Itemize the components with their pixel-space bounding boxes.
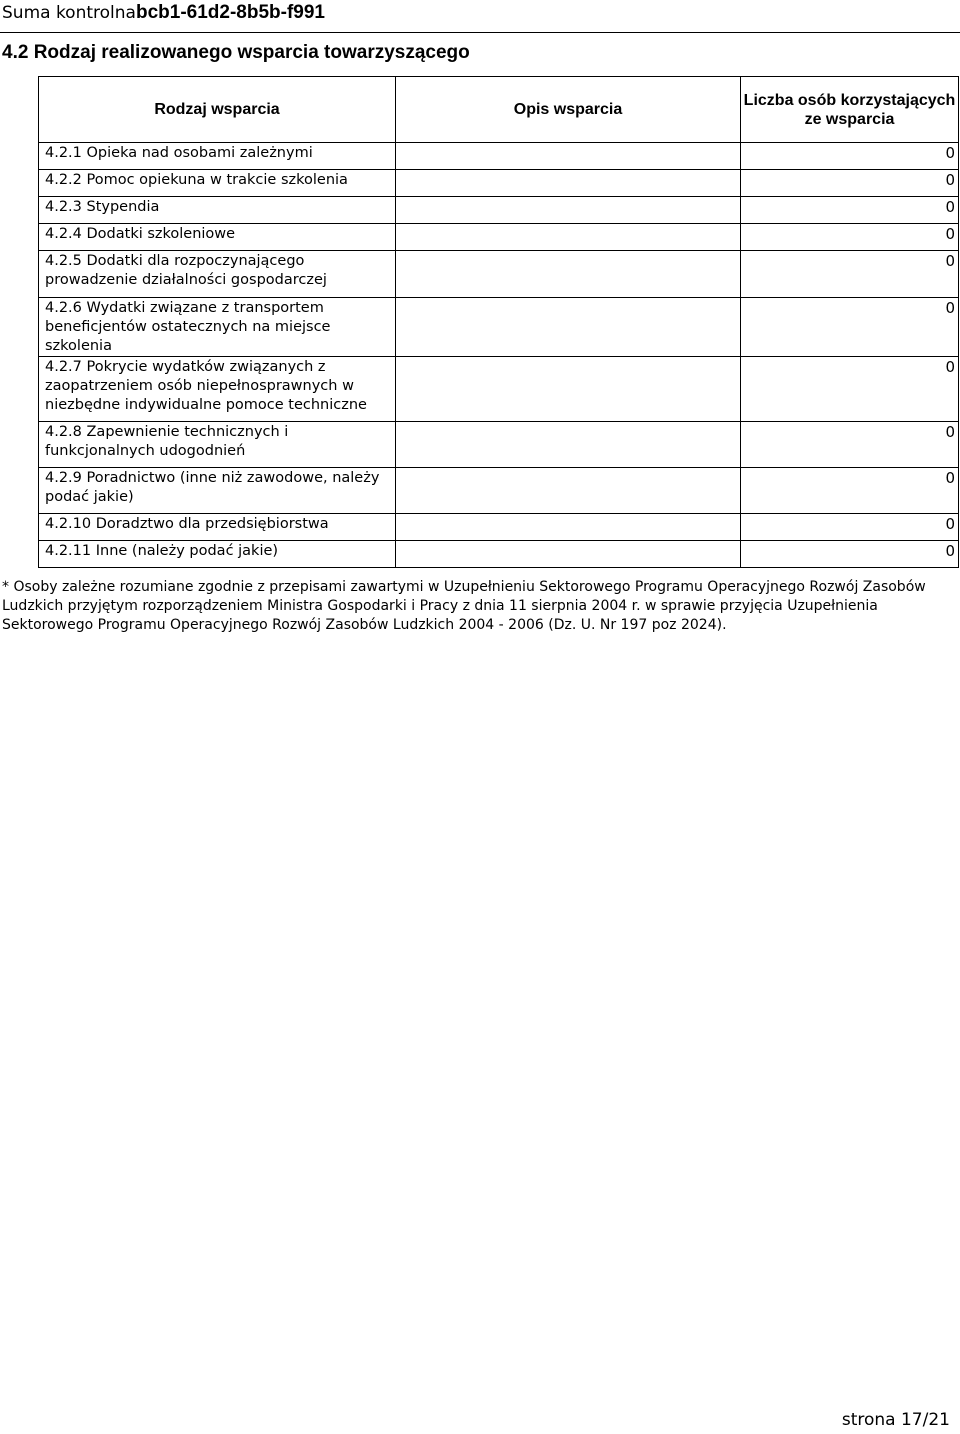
table-row xyxy=(39,251,959,298)
row-value: 0 xyxy=(741,143,959,170)
table-row xyxy=(39,298,959,357)
table-row xyxy=(39,541,959,568)
row-value: 0 xyxy=(741,298,959,357)
row-value: 0 xyxy=(741,422,959,468)
row-opis xyxy=(396,224,741,251)
table-header-row xyxy=(39,77,959,143)
row-value: 0 xyxy=(741,514,959,541)
row-value: 0 xyxy=(741,541,959,568)
row-opis xyxy=(396,541,741,568)
footnote: * Osoby zależne rozumiane zgodnie z przepisami zawartymi w Uzupełnieniu Sektorowego Programu Operacyjnego Rozwój Zasobów Ludzkich przyjętym rozporządzeniem Ministra Gospodarki i Pracy z dnia 11 sierpnia 2004 r. w sprawie przyjęcia Uzupełnienia Sektorowego Programu Operacyjnego Rozwój Zasobów Ludzkich 2004 - 2006 (Dz. U. Nr 197 poz 2024). xyxy=(2,579,926,633)
support-table xyxy=(38,76,959,568)
table-row xyxy=(39,468,959,514)
header-liczba: Liczba osób korzystających ze wsparcia xyxy=(741,77,959,143)
row-opis xyxy=(396,298,741,357)
section-title: 4.2 Rodzaj realizowanego wsparcia towarzyszącego xyxy=(2,42,470,63)
row-label: 4.2.7 Pokrycie wydatków związanych z zaopatrzeniem osób niepełnosprawnych w niezbędne indywidualne pomoce techniczne xyxy=(39,357,396,422)
checksum-header xyxy=(2,2,325,24)
page-number: strona 17/21 xyxy=(841,1410,950,1430)
row-label: 4.2.8 Zapewnienie technicznych i funkcjonalnych udogodnień xyxy=(39,422,396,468)
header-opis: Opis wsparcia xyxy=(396,77,741,143)
row-label: 4.2.11 Inne (należy podać jakie) xyxy=(39,541,396,568)
row-value: 0 xyxy=(741,170,959,197)
table-row xyxy=(39,357,959,422)
table-row xyxy=(39,422,959,468)
row-label: 4.2.4 Dodatki szkoleniowe xyxy=(39,224,396,251)
row-value: 0 xyxy=(741,251,959,298)
table-row xyxy=(39,197,959,224)
row-opis xyxy=(396,170,741,197)
table-row xyxy=(39,224,959,251)
row-value: 0 xyxy=(741,357,959,422)
row-value: 0 xyxy=(741,197,959,224)
table-row xyxy=(39,170,959,197)
row-label: 4.2.10 Doradztwo dla przedsiębiorstwa xyxy=(39,514,396,541)
row-label: 4.2.5 Dodatki dla rozpoczynającego prowadzenie działalności gospodarczej xyxy=(39,251,396,298)
row-label: 4.2.1 Opieka nad osobami zależnymi xyxy=(39,143,396,170)
table-row xyxy=(39,514,959,541)
table-row xyxy=(39,143,959,170)
row-label: 4.2.9 Poradnictwo (inne niż zawodowe, należy podać jakie) xyxy=(39,468,396,514)
row-label: 4.2.6 Wydatki związane z transportem beneficjentów ostatecznych na miejsce szkolenia xyxy=(39,298,396,357)
row-opis xyxy=(396,197,741,224)
header-divider xyxy=(0,32,960,33)
row-opis xyxy=(396,143,741,170)
row-opis xyxy=(396,251,741,298)
row-label: 4.2.3 Stypendia xyxy=(39,197,396,224)
row-value: 0 xyxy=(741,224,959,251)
header-rodzaj: Rodzaj wsparcia xyxy=(39,77,396,143)
row-opis xyxy=(396,422,741,468)
checksum-label: Suma kontrolna xyxy=(2,3,136,23)
row-opis xyxy=(396,514,741,541)
row-opis xyxy=(396,357,741,422)
row-label: 4.2.2 Pomoc opiekuna w trakcie szkolenia xyxy=(39,170,396,197)
checksum-value: bcb1-61d2-8b5b-f991 xyxy=(135,2,325,23)
row-value: 0 xyxy=(741,468,959,514)
row-opis xyxy=(396,468,741,514)
